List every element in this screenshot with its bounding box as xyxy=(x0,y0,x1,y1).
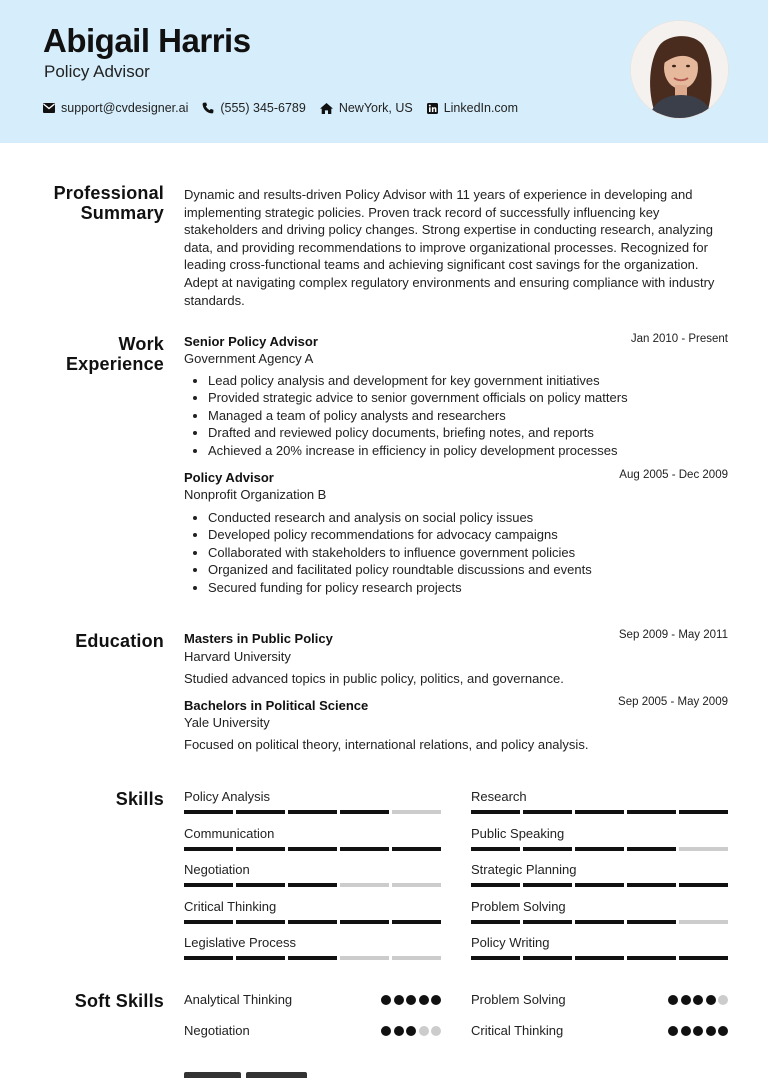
skill-level-segment xyxy=(288,883,337,887)
skill-level-bar xyxy=(471,920,728,924)
contact-location-text: NewYork, US xyxy=(338,101,413,115)
skill-level-segment xyxy=(627,810,676,814)
skill-name: Research xyxy=(471,789,527,804)
skill-level-segment xyxy=(340,847,389,851)
section-title-skills: Skills xyxy=(115,789,164,809)
skill-level-bar xyxy=(184,847,441,851)
rating-dot xyxy=(419,995,429,1005)
contact-linkedin-text: LinkedIn.com xyxy=(443,101,519,115)
list-item: Secured funding for policy research projects xyxy=(190,579,592,596)
skill-level-bar xyxy=(471,956,728,960)
rating-dot xyxy=(668,995,678,1005)
skill-level-segment xyxy=(627,883,676,887)
skill-level-segment xyxy=(471,883,520,887)
skill-level-segment xyxy=(523,810,572,814)
skill-name: Legislative Process xyxy=(184,935,296,950)
section-title-line: Summary xyxy=(80,203,164,223)
rating-dot xyxy=(681,1026,691,1036)
rating-dot xyxy=(718,995,728,1005)
list-item: Collaborated with stakeholders to influence government policies xyxy=(190,544,592,561)
skill-level-segment xyxy=(471,810,520,814)
section-title-line: Work xyxy=(118,334,164,354)
rating-dot xyxy=(419,1026,429,1036)
job-dates: Aug 2005 - Dec 2009 xyxy=(619,469,728,481)
list-item: Organized and facilitated policy roundtable discussions and events xyxy=(190,561,592,578)
rating-dot xyxy=(681,995,691,1005)
job-organization: Nonprofit Organization B xyxy=(184,487,327,502)
skill-level-segment xyxy=(184,920,233,924)
rating-dot xyxy=(668,1026,678,1036)
section-title-experience xyxy=(66,334,164,374)
contact-location xyxy=(320,101,413,115)
rating-dot xyxy=(381,1026,391,1036)
skill-level-segment xyxy=(575,920,624,924)
skill-name: Public Speaking xyxy=(471,825,565,841)
skill-level-segment xyxy=(340,920,389,924)
skill-level-segment xyxy=(471,956,520,960)
skill-level-segment xyxy=(627,920,676,924)
skill-level-segment xyxy=(392,883,441,887)
soft-skill-name: Critical Thinking xyxy=(471,1023,564,1038)
education-description: Studied advanced topics in public policy, politics, and governance. xyxy=(184,671,564,686)
skill-name: Policy Writing xyxy=(471,935,550,950)
education-dates: Sep 2009 - May 2011 xyxy=(618,629,728,641)
skill-level-segment xyxy=(523,883,572,887)
skill-level-segment xyxy=(236,810,285,814)
skill-level-segment xyxy=(575,883,624,887)
skill-level-bar xyxy=(184,883,441,887)
education-dates: Sep 2005 - May 2009 xyxy=(618,696,728,708)
section-title-summary xyxy=(54,183,164,223)
skill-level-bar xyxy=(471,810,728,814)
skill-level-segment xyxy=(523,956,572,960)
rating-dot xyxy=(718,1026,728,1036)
skill-level-segment xyxy=(184,956,233,960)
contact-email[interactable] xyxy=(43,101,188,115)
skill-level-segment xyxy=(471,847,520,851)
skill-name: Critical Thinking xyxy=(184,898,277,914)
avatar xyxy=(630,20,729,119)
contact-phone-text: (555) 345-6789 xyxy=(220,101,306,115)
envelope-icon xyxy=(43,103,55,113)
skill-level-segment xyxy=(627,847,676,851)
section-title-education: Education xyxy=(75,631,164,651)
school-name: Harvard University xyxy=(184,649,291,664)
contact-phone[interactable] xyxy=(202,101,305,115)
skill-level-segment xyxy=(679,883,728,887)
soft-skill-name: Negotiation xyxy=(184,1023,250,1038)
soft-skill-name: Analytical Thinking xyxy=(184,992,293,1007)
skill-level-segment xyxy=(340,883,389,887)
soft-skill-rating xyxy=(379,995,442,1005)
skill-level-segment xyxy=(288,920,337,924)
candidate-role: Policy Advisor xyxy=(44,62,150,81)
profile-photo xyxy=(631,21,729,119)
rating-dot xyxy=(706,995,716,1005)
skill-name: Negotiation xyxy=(184,862,250,877)
candidate-name: Abigail Harris xyxy=(43,22,251,59)
degree-title: Bachelors in Political Science xyxy=(184,698,369,713)
rating-dot xyxy=(394,995,404,1005)
skill-level-segment xyxy=(288,956,337,960)
soft-skill-name: Problem Solving xyxy=(471,992,566,1007)
job-bullets xyxy=(190,372,628,459)
rating-dot xyxy=(406,1026,416,1036)
rating-dot xyxy=(381,995,391,1005)
contact-linkedin[interactable] xyxy=(427,101,518,115)
skill-level-segment xyxy=(236,847,285,851)
section-title-soft-skills: Soft Skills xyxy=(74,991,164,1011)
skill-level-segment xyxy=(523,920,572,924)
soft-skill-rating xyxy=(666,995,729,1005)
skill-level-segment xyxy=(236,920,285,924)
skill-level-segment xyxy=(340,956,389,960)
skill-level-segment xyxy=(184,883,233,887)
summary-text: Dynamic and results-driven Policy Advisor with 11 years of experience in developing and implementing strategic policies. Proven track record of successfully influencing key stakeholders and driving policy changes. Strong expertise in conducting research, analyzing data, and providing recommendations to improve organizational processes. Recognized for leading cross-functional teams and achieving significant cost savings for the organization. Adept at navigating complex regulatory environments and ensuring compliance with industry standards. xyxy=(184,187,715,308)
skill-level-segment xyxy=(679,920,728,924)
skill-level-segment xyxy=(184,847,233,851)
job-dates: Jan 2010 - Present xyxy=(630,333,728,345)
contact-list xyxy=(43,101,532,115)
school-name: Yale University xyxy=(184,715,270,730)
rating-dot xyxy=(693,1026,703,1036)
skill-level-bar xyxy=(471,883,728,887)
job-title: Policy Advisor xyxy=(184,470,274,485)
list-item: Lead policy analysis and development for key government initiatives xyxy=(190,372,628,389)
skill-level-segment xyxy=(679,847,728,851)
skill-level-segment xyxy=(340,810,389,814)
list-item: Developed policy recommendations for advocacy campaigns xyxy=(190,526,592,543)
skill-level-segment xyxy=(236,883,285,887)
language-tag xyxy=(184,1072,241,1078)
skill-level-segment xyxy=(288,847,337,851)
rating-dot xyxy=(706,1026,716,1036)
skill-name: Problem Solving xyxy=(471,898,566,914)
home-icon xyxy=(320,103,333,114)
job-bullets xyxy=(190,509,592,596)
rating-dot xyxy=(693,995,703,1005)
skill-level-segment xyxy=(471,920,520,924)
skill-level-segment xyxy=(288,810,337,814)
skill-level-segment xyxy=(575,847,624,851)
rating-dot xyxy=(406,995,416,1005)
degree-title: Masters in Public Policy xyxy=(184,631,333,646)
skill-level-segment xyxy=(392,920,441,924)
skill-name: Communication xyxy=(184,825,275,841)
skill-level-segment xyxy=(575,956,624,960)
skill-level-segment xyxy=(575,810,624,814)
skill-level-segment xyxy=(392,956,441,960)
section-title-line: Experience xyxy=(65,354,164,374)
resume-header xyxy=(0,0,768,143)
list-item: Drafted and reviewed policy documents, briefing notes, and reports xyxy=(190,424,628,441)
skill-level-bar xyxy=(184,956,441,960)
skill-level-bar xyxy=(184,920,441,924)
list-item: Achieved a 20% increase in efficiency in policy development processes xyxy=(190,442,628,459)
list-item: Conducted research and analysis on social policy issues xyxy=(190,509,592,526)
contact-email-text: support@cvdesigner.ai xyxy=(61,101,189,115)
rating-dot xyxy=(394,1026,404,1036)
skill-level-bar xyxy=(471,847,728,851)
skill-level-segment xyxy=(679,810,728,814)
linkedin-icon xyxy=(427,103,438,114)
list-item: Provided strategic advice to senior government officials on policy matters xyxy=(190,389,628,406)
soft-skill-rating xyxy=(379,1026,442,1036)
rating-dot xyxy=(431,995,441,1005)
section-title-line: Professional xyxy=(53,183,164,203)
skill-level-bar xyxy=(184,810,441,814)
language-tag xyxy=(246,1072,307,1078)
skill-level-segment xyxy=(523,847,572,851)
phone-icon xyxy=(202,102,214,114)
rating-dot xyxy=(431,1026,441,1036)
skill-level-segment xyxy=(184,810,233,814)
skill-name: Strategic Planning xyxy=(471,862,577,877)
job-title: Senior Policy Advisor xyxy=(184,334,318,349)
job-organization: Government Agency A xyxy=(184,351,314,366)
skill-level-segment xyxy=(679,956,728,960)
skill-name: Policy Analysis xyxy=(184,789,270,804)
skill-level-segment xyxy=(627,956,676,960)
soft-skill-rating xyxy=(666,1026,729,1036)
skill-level-segment xyxy=(236,956,285,960)
skill-level-segment xyxy=(392,810,441,814)
education-description: Focused on political theory, international relations, and policy analysis. xyxy=(184,737,589,752)
list-item: Managed a team of policy analysts and researchers xyxy=(190,407,628,424)
skill-level-segment xyxy=(392,847,441,851)
